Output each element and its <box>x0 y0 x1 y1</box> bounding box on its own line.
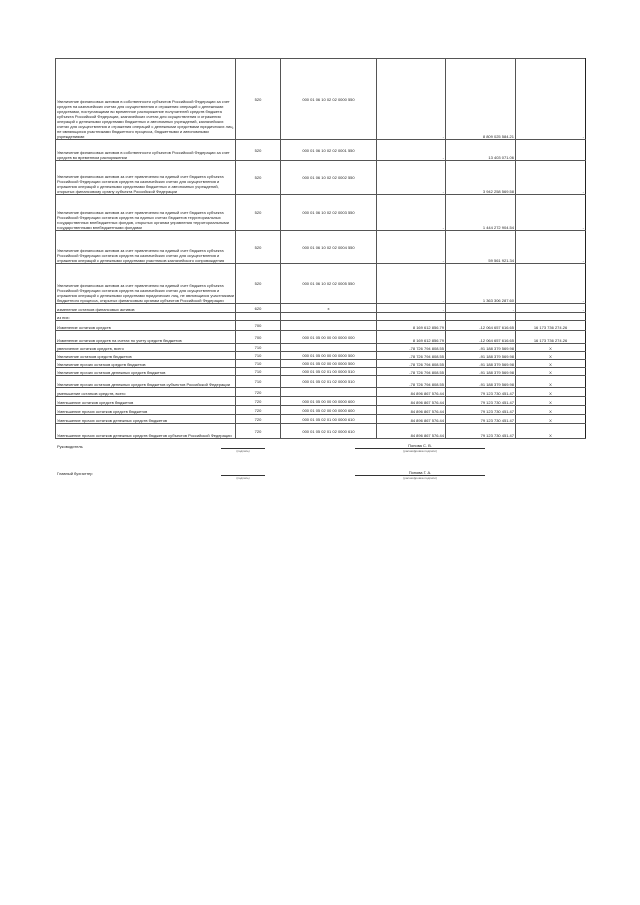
line-code: 720 <box>236 406 281 415</box>
value-unexecuted <box>516 313 586 321</box>
line-code: 720 <box>236 415 281 424</box>
budget-classification-code: 000 01 06 10 02 02 0001 550 <box>281 140 377 161</box>
row-name: Увеличение финансовых активов в собственности субъектов Российской Федерации за счет средств на казначейских счетах для осуществления и отражения операций с денежными средствами, поступающими во временное распоряжение получателей средств бюджета субъекта Российской Федерации, казначейских счетах для осуществления и отражения операций с денежными средствами бюджетных и автономных учреждений, казначейских счетах для осуществления и отражения операций с денежными средствами юридических лиц, не являющихся участниками бюджетного процесса, бюджетными и автономными учреждениями <box>56 59 236 140</box>
budget-classification-code: 000 01 05 02 00 00 0000 600 <box>281 406 377 415</box>
table-row <box>56 397 586 406</box>
table-row <box>56 304 586 313</box>
value-executed: -91 188 379 569.98 <box>446 368 516 376</box>
table-row <box>56 59 586 140</box>
budget-classification-code: 000 01 05 02 01 00 0000 610 <box>281 415 377 424</box>
budget-classification-code: 000 01 05 02 01 02 0000 510 <box>281 376 377 388</box>
value-approved: - <box>377 59 446 140</box>
budget-classification-code: 000 01 06 10 02 02 0002 550 <box>281 161 377 195</box>
budget-classification-code <box>281 321 377 331</box>
table-row <box>56 313 586 321</box>
value-executed: -12 064 657 616.65 <box>446 331 516 344</box>
table-row <box>56 388 586 397</box>
head-label: Руководитель <box>57 444 83 449</box>
table-row <box>56 415 586 424</box>
row-name: Уменьшение остатков средств бюджетов <box>56 397 236 406</box>
line-code: 520 <box>236 264 281 304</box>
accountant-label: Главный бухгалтер <box>57 471 93 476</box>
table-row <box>56 195 586 231</box>
value-executed: -12 064 657 616.65 <box>446 321 516 331</box>
budget-classification-code: 000 01 05 00 00 00 0000 000 <box>281 331 377 344</box>
row-name: Изменение остатков средств <box>56 321 236 331</box>
table-row <box>56 264 586 304</box>
budget-classification-code <box>281 388 377 397</box>
table-row <box>56 344 586 352</box>
value-executed: 79 123 730 451.47 <box>446 406 516 415</box>
row-name: Изменение остатков средств на счетах по учету средств бюджетов <box>56 331 236 344</box>
value-approved: - <box>377 195 446 231</box>
budget-classification-code: 000 01 06 10 02 02 0003 550 <box>281 195 377 231</box>
budget-classification-code: 000 01 05 00 00 00 0000 500 <box>281 352 377 360</box>
value-unexecuted: - <box>516 161 586 195</box>
value-unexecuted: 16 173 736 274.26 <box>516 321 586 331</box>
line-code: 710 <box>236 344 281 352</box>
table-row <box>56 376 586 388</box>
value-executed: - <box>446 304 516 313</box>
value-executed: 79 123 730 451.47 <box>446 397 516 406</box>
value-executed: -91 188 379 569.98 <box>446 344 516 352</box>
value-executed: 1 363 306 287.60 <box>446 264 516 304</box>
budget-classification-code: x <box>281 304 377 313</box>
line-code: 720 <box>236 424 281 439</box>
line-code: 520 <box>236 195 281 231</box>
value-approved <box>377 313 446 321</box>
budget-classification-code: 000 01 06 10 02 02 0005 550 <box>281 264 377 304</box>
budget-classification-code <box>281 344 377 352</box>
value-unexecuted: X <box>516 415 586 424</box>
value-unexecuted: 16 173 736 274.26 <box>516 331 586 344</box>
row-name: Увеличение финансовых активов за счет привлечения на единый счет бюджета субъекта Российской Федерации остатков средств на казначейских счетах для осуществления и отражения операций с денежными средствами бюджетных и автономных учреждений, открытых финансовому органу субъекта Российской Федерации <box>56 161 236 195</box>
budget-classification-code <box>281 313 377 321</box>
value-executed: 79 123 730 451.47 <box>446 388 516 397</box>
value-unexecuted: - <box>516 264 586 304</box>
value-approved: 8 169 612 856.79 <box>377 321 446 331</box>
budget-classification-code: 000 01 05 00 00 00 0000 600 <box>281 397 377 406</box>
row-name: Увеличение финансовых активов за счет привлечения на единый счет бюджета субъекта Российской Федерации остатков средств на единых счетах бюджетов территориальных государственных внебюджетных фондов, открытых органам управления территориальными государственными внебюджетными фондами <box>56 195 236 231</box>
budget-sources-table <box>55 58 586 439</box>
line-code: 520 <box>236 231 281 264</box>
value-unexecuted: - <box>516 231 586 264</box>
line-code: 700 <box>236 331 281 344</box>
value-approved: -78 726 794 808.55 <box>377 360 446 368</box>
value-unexecuted: X <box>516 344 586 352</box>
value-unexecuted: X <box>516 424 586 439</box>
table-row <box>56 231 586 264</box>
value-approved: - <box>377 140 446 161</box>
line-code: 720 <box>236 388 281 397</box>
value-unexecuted: X <box>516 352 586 360</box>
budget-classification-code: 000 01 05 02 00 00 0000 500 <box>281 360 377 368</box>
value-unexecuted: X <box>516 368 586 376</box>
line-code: 710 <box>236 352 281 360</box>
line-code: 700 <box>236 321 281 331</box>
line-code: 710 <box>236 376 281 388</box>
line-code: 520 <box>236 161 281 195</box>
value-executed: -91 188 379 569.98 <box>446 376 516 388</box>
accountant-sign-caption: (подпись) <box>236 476 250 480</box>
value-approved: -78 726 794 808.55 <box>377 344 446 352</box>
row-name: Увеличение прочих остатков средств бюджетов <box>56 360 236 368</box>
value-executed: 1 444 272 904.54 <box>446 195 516 231</box>
table-row <box>56 321 586 331</box>
head-name-caption: (расшифровка подписи) <box>403 449 437 453</box>
value-executed: 8 809 025 584.21 <box>446 59 516 140</box>
budget-classification-code: 000 01 05 02 01 02 0000 610 <box>281 424 377 439</box>
line-code: 520 <box>236 140 281 161</box>
row-name: Увеличение прочих остатков денежных средств бюджетов <box>56 368 236 376</box>
value-executed: -91 188 379 569.98 <box>446 360 516 368</box>
head-sign-caption: (подпись) <box>236 449 250 453</box>
budget-classification-code: 000 01 06 10 02 02 0004 550 <box>281 231 377 264</box>
value-approved: - <box>377 264 446 304</box>
table-row <box>56 424 586 439</box>
value-approved: - <box>377 161 446 195</box>
value-executed: 79 123 730 451.47 <box>446 424 516 439</box>
line-code: 710 <box>236 360 281 368</box>
row-name: Увеличение финансовых активов за счет привлечения на единый счет бюджета субъекта Российской Федерации остатков средств на казначейских счетах для осуществления и отражения операций с денежными средствами юридических лиц, не являющихся участниками бюджетного процесса, открытых финансовым органам субъектов Российской Федерации <box>56 264 236 304</box>
line-code: 720 <box>236 397 281 406</box>
value-unexecuted: X <box>516 360 586 368</box>
line-code: 620 <box>236 304 281 313</box>
value-unexecuted: - <box>516 304 586 313</box>
value-unexecuted: X <box>516 388 586 397</box>
value-executed: 13 403 071.06 <box>446 140 516 161</box>
value-executed <box>446 313 516 321</box>
row-name: Увеличение финансовых активов за счет привлечения на единый счет бюджета субъекта Российской Федерации остатков средств на казначейских счетах для осуществления и отражения операций с денежными средствами участников казначейского сопровождения <box>56 231 236 264</box>
row-name: Увеличение остатков средств бюджетов <box>56 352 236 360</box>
table-row <box>56 368 586 376</box>
line-code: 520 <box>236 59 281 140</box>
value-unexecuted: - <box>516 195 586 231</box>
value-unexecuted <box>516 140 586 161</box>
value-approved: -78 726 794 808.55 <box>377 368 446 376</box>
row-name: Уменьшение прочих остатков денежных средств бюджетов <box>56 415 236 424</box>
head-name: Попова С. В. <box>408 443 432 448</box>
value-unexecuted: - <box>516 59 586 140</box>
accountant-name: Попова Г. А. <box>408 470 432 475</box>
value-executed: -91 188 379 569.98 <box>446 352 516 360</box>
budget-classification-code: 000 01 05 02 01 00 0000 510 <box>281 368 377 376</box>
row-name: Увеличение финансовых активов в собственности субъектов Российской Федерации за счет средств во временном распоряжении <box>56 140 236 161</box>
value-executed: 59 561 921.34 <box>446 231 516 264</box>
value-approved: -78 726 794 808.55 <box>377 376 446 388</box>
value-executed: 3 942 258 569.58 <box>446 161 516 195</box>
row-name: из них: <box>56 313 236 321</box>
value-executed: 79 123 730 451.47 <box>446 415 516 424</box>
row-name: Уменьшение прочих остатков средств бюджетов <box>56 406 236 415</box>
table-row <box>56 161 586 195</box>
value-approved: -78 726 794 808.55 <box>377 352 446 360</box>
value-approved: 84 896 867 576.44 <box>377 424 446 439</box>
budget-classification-code: 000 01 06 10 02 02 0000 550 <box>281 59 377 140</box>
accountant-name-caption: (расшифровка подписи) <box>403 476 437 480</box>
value-approved: 84 896 867 576.44 <box>377 415 446 424</box>
value-unexecuted: X <box>516 397 586 406</box>
value-approved: 84 896 867 576.44 <box>377 388 446 397</box>
value-approved: - <box>377 304 446 313</box>
value-unexecuted: X <box>516 376 586 388</box>
row-name: увеличение остатков средств, всего <box>56 344 236 352</box>
row-name: изменение остатков финансовых активов <box>56 304 236 313</box>
line-code <box>236 313 281 321</box>
line-code: 710 <box>236 368 281 376</box>
value-unexecuted: X <box>516 406 586 415</box>
table-row <box>56 140 586 161</box>
row-name: Увеличение прочих остатков денежных средств бюджетов субъектов Российской Федерации <box>56 376 236 388</box>
table-row <box>56 406 586 415</box>
row-name: Уменьшение прочих остатков денежных средств бюджетов субъектов Российской Федерации <box>56 424 236 439</box>
value-approved: 8 169 612 856.79 <box>377 331 446 344</box>
table-row <box>56 331 586 344</box>
value-approved: 84 896 867 576.44 <box>377 397 446 406</box>
row-name: уменьшение остатков средств, всего <box>56 388 236 397</box>
value-approved: - <box>377 231 446 264</box>
table-row <box>56 360 586 368</box>
table-row <box>56 352 586 360</box>
value-approved: 84 896 867 576.44 <box>377 406 446 415</box>
